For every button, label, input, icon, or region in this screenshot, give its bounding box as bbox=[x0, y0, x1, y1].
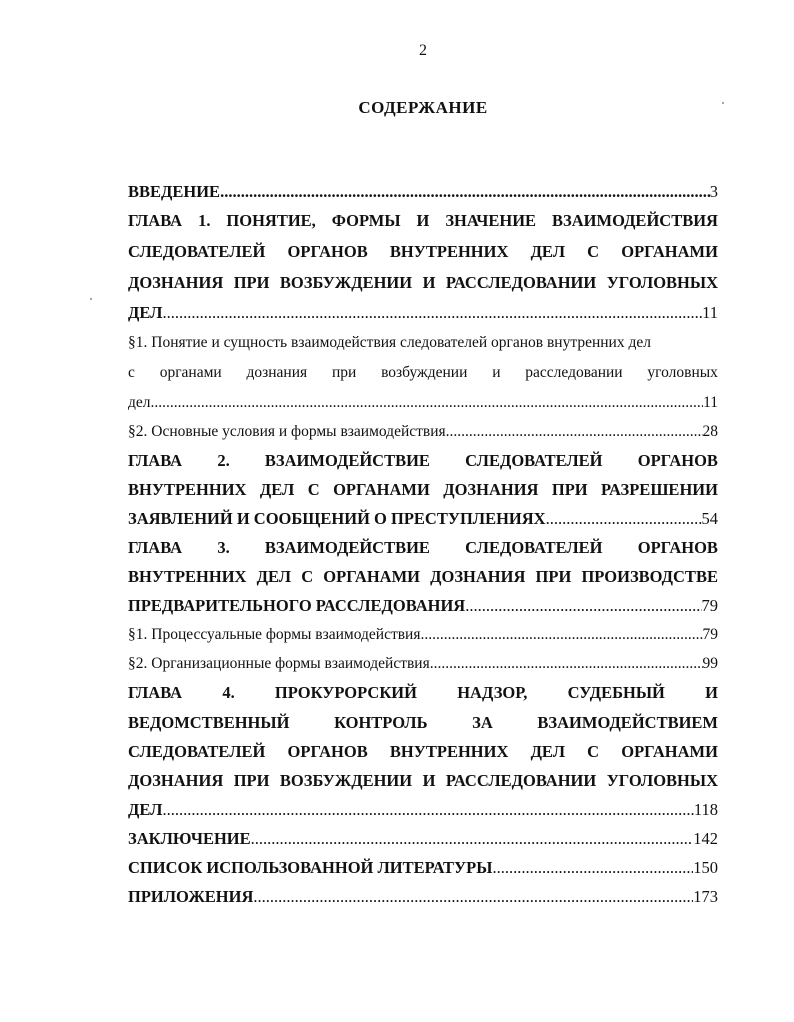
toc-word: УГОЛОВНЫХ bbox=[606, 771, 718, 790]
toc-entry-label: §1. Процессуальные формы взаимодействия bbox=[128, 626, 421, 643]
toc-word: органами bbox=[159, 364, 222, 381]
toc-entry-label: ЗАКЛЮЧЕНИЕ bbox=[128, 829, 251, 848]
toc-entry-label: ПРИЛОЖЕНИЯ bbox=[128, 887, 254, 906]
toc-chapter-2-line-3[interactable] bbox=[128, 509, 718, 529]
toc-entry-label: §2. Основные условия и формы взаимодействия bbox=[128, 423, 446, 440]
toc-word: И bbox=[422, 771, 436, 790]
toc-section-3-2[interactable] bbox=[128, 655, 718, 673]
toc-word: ОРГАНАМИ bbox=[621, 242, 718, 261]
toc-chapter-1-line-1[interactable] bbox=[128, 211, 718, 231]
toc-entry-label: ДЕЛ bbox=[128, 800, 163, 819]
toc-chapter-2-line-1[interactable] bbox=[128, 451, 718, 471]
toc-word: ОРГАНОВ bbox=[637, 451, 718, 470]
toc-page-number: 28 bbox=[702, 423, 718, 440]
toc-page-number: 11 bbox=[703, 394, 718, 411]
toc-page-number: 79 bbox=[702, 626, 718, 643]
toc-word: С bbox=[301, 567, 314, 586]
toc-chapter-2-line-2[interactable] bbox=[128, 480, 718, 500]
toc-word: ВЗАИМОДЕЙСТВИЕ bbox=[264, 538, 430, 557]
toc-word: при bbox=[331, 364, 357, 381]
toc-word: ПРИ bbox=[233, 771, 270, 790]
toc-word: 2. bbox=[217, 451, 230, 470]
toc-word: ДЕЛ bbox=[530, 742, 565, 761]
dot-leader bbox=[446, 423, 703, 441]
toc-word: СЛЕДОВАТЕЛЕЙ bbox=[128, 742, 266, 761]
page-title: СОДЕРЖАНИЕ bbox=[358, 98, 488, 117]
toc-word: СУДЕБНЫЙ bbox=[567, 683, 665, 702]
toc-word: уголовных bbox=[647, 364, 718, 381]
toc-chapter-3-line-3[interactable] bbox=[128, 596, 718, 616]
toc-word: ПРОКУРОРСКИЙ bbox=[274, 683, 417, 702]
toc-word: ОРГАНАМИ bbox=[333, 480, 430, 499]
toc-page-number: 173 bbox=[693, 887, 718, 906]
toc-word: ВЗАИМОДЕЙСТВИЯ bbox=[552, 211, 718, 230]
toc-word: ВНУТРЕННИХ bbox=[389, 742, 509, 761]
toc-section-1-2[interactable] bbox=[128, 423, 718, 441]
toc-word: ОРГАНАМИ bbox=[621, 742, 718, 761]
toc-word: С bbox=[587, 742, 600, 761]
toc-word: ГЛАВА bbox=[128, 451, 183, 470]
toc-entry-label: ПРЕДВАРИТЕЛЬНОГО РАССЛЕДОВАНИЯ bbox=[128, 596, 466, 615]
toc-word: возбуждении bbox=[381, 364, 468, 381]
dot-leader bbox=[465, 596, 701, 616]
toc-word: с bbox=[128, 364, 135, 381]
toc-entry-introduction[interactable] bbox=[128, 182, 718, 202]
toc-chapter-4-line-1[interactable] bbox=[128, 683, 718, 703]
toc-word: КОНТРОЛЬ bbox=[334, 713, 428, 732]
toc-word: 4. bbox=[222, 683, 235, 702]
toc-entry-appendices[interactable] bbox=[128, 887, 718, 907]
toc-word: СЛЕДОВАТЕЛЕЙ bbox=[128, 242, 266, 261]
toc-entry-label: ЗАЯВЛЕНИЙ И СООБЩЕНИЙ О ПРЕСТУПЛЕНИЯХ bbox=[128, 509, 546, 528]
toc-word: ПОНЯТИЕ, bbox=[226, 211, 316, 230]
toc-word: ВНУТРЕННИХ bbox=[128, 567, 247, 586]
toc-entry-literature[interactable] bbox=[128, 858, 718, 878]
toc-word: ВОЗБУЖДЕНИИ bbox=[279, 771, 413, 790]
toc-word: И bbox=[705, 683, 718, 702]
toc-entry-label: ДЕЛ bbox=[128, 303, 163, 322]
toc-word: ВЗАИМОДЕЙСТВИЕ bbox=[264, 451, 430, 470]
toc-word: ГЛАВА bbox=[128, 538, 183, 557]
toc-word: ВЗАИМОДЕЙСТВИЕМ bbox=[537, 713, 718, 732]
toc-word: ДОЗНАНИЯ bbox=[443, 480, 539, 499]
toc-word: И bbox=[416, 211, 430, 230]
toc-word: РАССЛЕДОВАНИИ bbox=[445, 771, 597, 790]
toc-word: ЗА bbox=[472, 713, 493, 732]
toc-entry-label: §2. Организационные формы взаимодействия bbox=[128, 655, 430, 672]
toc-word: ВОЗБУЖДЕНИИ bbox=[279, 273, 413, 292]
scan-speck bbox=[90, 298, 92, 300]
toc-chapter-4-line-5[interactable] bbox=[128, 800, 718, 820]
toc-word: ГЛАВА bbox=[128, 211, 183, 230]
toc-entry-label: СПИСОК ИСПОЛЬЗОВАННОЙ ЛИТЕРАТУРЫ bbox=[128, 858, 493, 877]
toc-word: СЛЕДОВАТЕЛЕЙ bbox=[465, 538, 603, 557]
toc-word: ОРГАНАМИ bbox=[323, 567, 420, 586]
toc-chapter-3-line-2[interactable] bbox=[128, 567, 718, 587]
toc-word: ДЕЛ bbox=[530, 242, 565, 261]
toc-word: ГЛАВА bbox=[128, 683, 183, 702]
toc-section-1-1-line-3[interactable] bbox=[128, 394, 718, 412]
toc-entry-label: дел bbox=[128, 394, 151, 411]
toc-word: 1. bbox=[198, 211, 211, 230]
toc-page-number: 11 bbox=[702, 303, 718, 322]
toc-word: УГОЛОВНЫХ bbox=[606, 273, 718, 292]
toc-word: ОРГАНОВ bbox=[637, 538, 718, 557]
toc-word: РАЗРЕШЕНИИ bbox=[601, 480, 718, 499]
dot-leader bbox=[251, 829, 694, 849]
toc-entry-label: ВВЕДЕНИЕ bbox=[128, 182, 221, 201]
dot-leader bbox=[420, 626, 702, 644]
toc-word: ПРИ bbox=[535, 567, 572, 586]
toc-word: дознания bbox=[246, 364, 308, 381]
toc-word: И bbox=[422, 273, 436, 292]
toc-section-1-1-line-1[interactable]: §1. Понятие и сущность взаимодействия следователей органов внутренних дел bbox=[128, 334, 651, 351]
toc-word: расследовании bbox=[525, 364, 623, 381]
toc-page-number: 54 bbox=[701, 509, 718, 528]
toc-chapter-4-line-2[interactable] bbox=[128, 713, 718, 733]
toc-word: ЗНАЧЕНИЕ bbox=[445, 211, 537, 230]
toc-section-1-1-line-2[interactable] bbox=[128, 364, 718, 382]
toc-chapter-1-line-4[interactable] bbox=[128, 303, 718, 323]
dot-leader bbox=[162, 800, 693, 820]
toc-chapter-1-line-2[interactable] bbox=[128, 242, 718, 262]
toc-word: 3. bbox=[217, 538, 230, 557]
toc-word: С bbox=[587, 242, 600, 261]
toc-chapter-1-line-3[interactable] bbox=[128, 273, 718, 293]
toc-page-number: 3 bbox=[709, 182, 718, 201]
dot-leader bbox=[162, 303, 702, 323]
dot-leader bbox=[492, 858, 693, 878]
toc-word: ОРГАНОВ bbox=[287, 742, 368, 761]
toc-word: ПРИ bbox=[233, 273, 270, 292]
toc-word: ДОЗНАНИЯ bbox=[128, 273, 224, 292]
toc-word: ВНУТРЕННИХ bbox=[128, 480, 247, 499]
toc-word: РАССЛЕДОВАНИИ bbox=[445, 273, 597, 292]
toc-chapter-4-line-3[interactable] bbox=[128, 742, 718, 762]
toc-section-3-1[interactable] bbox=[128, 626, 718, 644]
toc-word: ПРОИЗВОДСТВЕ bbox=[581, 567, 718, 586]
dot-leader bbox=[546, 509, 702, 529]
dot-leader bbox=[151, 394, 704, 412]
toc-page-number: 118 bbox=[693, 800, 718, 819]
toc-word: ДОЗНАНИЯ bbox=[430, 567, 526, 586]
toc-word: и bbox=[492, 364, 501, 381]
toc-entry-conclusion[interactable] bbox=[128, 829, 718, 849]
toc-page-number: 79 bbox=[701, 596, 718, 615]
toc-chapter-3-line-1[interactable] bbox=[128, 538, 718, 558]
toc-word: С bbox=[307, 480, 320, 499]
toc-word: ДОЗНАНИЯ bbox=[128, 771, 224, 790]
page-number: 2 bbox=[419, 42, 427, 59]
toc-word: ВЕДОМСТВЕННЫЙ bbox=[128, 713, 290, 732]
toc-word: ДЕЛ bbox=[259, 480, 295, 499]
toc-word: ДЕЛ bbox=[256, 567, 292, 586]
scan-speck bbox=[722, 102, 724, 104]
toc-word: ВНУТРЕННИХ bbox=[389, 242, 509, 261]
toc-page-number: 150 bbox=[693, 858, 718, 877]
toc-word: ПРИ bbox=[551, 480, 588, 499]
toc-word: НАДЗОР, bbox=[457, 683, 528, 702]
toc-page-number: 142 bbox=[693, 829, 718, 848]
toc-page-number: 99 bbox=[702, 655, 718, 672]
toc-word: ФОРМЫ bbox=[331, 211, 401, 230]
toc-chapter-4-line-4[interactable] bbox=[128, 771, 718, 791]
dot-leader bbox=[430, 655, 703, 673]
toc-word: СЛЕДОВАТЕЛЕЙ bbox=[465, 451, 603, 470]
dot-leader bbox=[220, 182, 710, 202]
dot-leader bbox=[253, 887, 693, 907]
toc-word: ОРГАНОВ bbox=[287, 242, 368, 261]
